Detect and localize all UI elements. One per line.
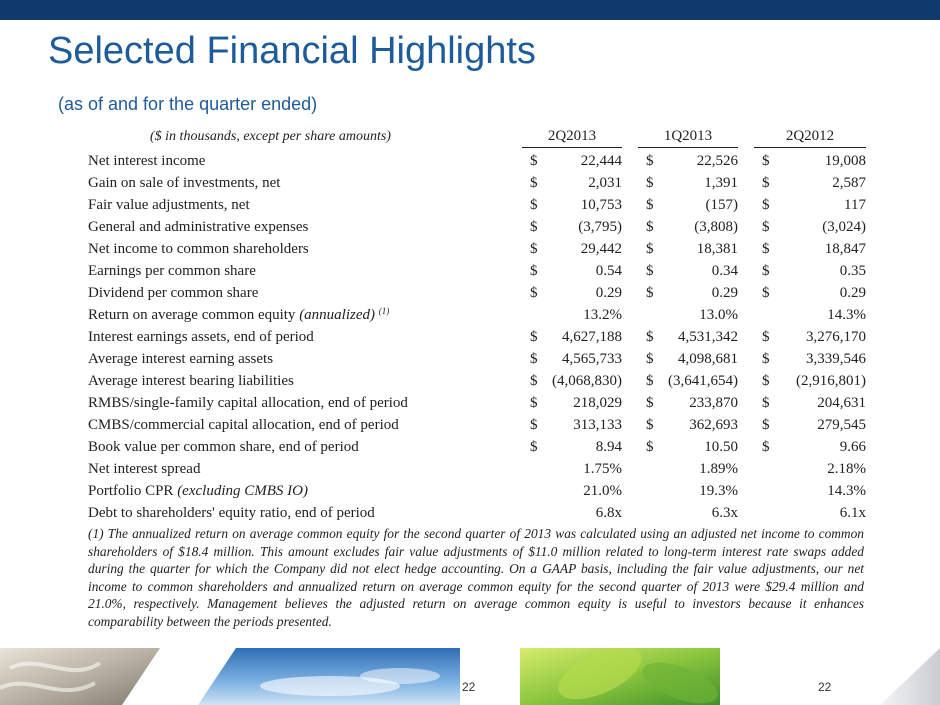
currency-symbol: $: [762, 417, 770, 433]
currency-symbol: $: [762, 219, 770, 235]
currency-symbol: $: [530, 153, 538, 169]
cell-value: 3,339,546: [806, 351, 866, 367]
currency-symbol: $: [762, 373, 770, 389]
cell-value: (3,795): [578, 219, 622, 235]
cell-value: 2,587: [832, 175, 866, 191]
cell-value: 4,098,681: [678, 351, 738, 367]
currency-symbol: $: [762, 329, 770, 345]
currency-symbol: $: [646, 329, 654, 345]
row-label: Earnings per common share: [88, 263, 256, 279]
row-label: Average interest earning assets: [88, 351, 274, 367]
cell-value: 4,627,188: [562, 329, 622, 345]
currency-symbol: $: [530, 373, 538, 389]
table-header: [86, 128, 866, 150]
cell-value: 117: [844, 197, 866, 213]
cell-value: 13.0%: [699, 307, 738, 323]
rope-image: [0, 648, 160, 705]
row-label: Interest earnings assets, end of period: [88, 329, 314, 345]
cell-value: 2.18%: [827, 461, 866, 477]
cell-value: 18,847: [824, 241, 866, 257]
cell-value: 233,870: [689, 395, 738, 411]
page-number-center: 22: [462, 680, 476, 694]
page-number-right: 22: [818, 680, 832, 694]
currency-symbol: $: [646, 417, 654, 433]
currency-symbol: $: [762, 351, 770, 367]
table-row: [86, 194, 866, 216]
cell-value: (157): [705, 197, 738, 213]
table-row: [86, 282, 866, 304]
currency-symbol: $: [530, 175, 538, 191]
footnote: (1) The annualized return on average common equity for the second quarter of 2013 was calculated using an adjusted net income to common shareholders of $18.4 million. This amount excludes fair value adjustments of $11.0 million related to long-term interest rate swaps added during the quarter for which the Company did not elect hedge accounting. On a GAAP basis, including the fair value adjustments, our net income to common shareholders and annualized return on average common equity for the second quarter of 2013 were $29.4 million and 21.0%, respectively. Management believes the adjusted return on average common equity is useful to investors because it enhances comparability between the periods presented.: [88, 526, 864, 629]
cell-value: 6.8x: [595, 505, 622, 521]
cell-value: 19,008: [824, 153, 866, 169]
currency-symbol: $: [762, 285, 770, 301]
row-label: Book value per common share, end of period: [88, 439, 359, 455]
row-label: General and administrative expenses: [88, 219, 309, 235]
cell-value: 14.3%: [827, 483, 866, 499]
cell-value: 10,753: [580, 197, 622, 213]
currency-symbol: $: [762, 395, 770, 411]
currency-symbol: $: [530, 219, 538, 235]
cell-value: 1.75%: [583, 461, 622, 477]
row-label: Net income to common shareholders: [88, 241, 309, 257]
cell-value: 2,031: [588, 175, 622, 191]
cell-value: 21.0%: [583, 483, 622, 499]
table-row: [86, 392, 866, 414]
currency-symbol: $: [762, 241, 770, 257]
cell-value: 1.89%: [699, 461, 738, 477]
column-header-1q2013: 1Q2013: [638, 128, 738, 148]
currency-symbol: $: [646, 373, 654, 389]
column-header-2q2012: 2Q2012: [754, 128, 866, 148]
top-bar: [0, 0, 940, 20]
cell-value: (2,916,801): [796, 373, 866, 389]
table-row: [86, 326, 866, 348]
row-label: Return on average common equity (annualized) $^{(1)}$: [88, 306, 390, 323]
currency-symbol: $: [646, 241, 654, 257]
cell-value: 9.66: [839, 439, 866, 455]
cell-value: (3,641,654): [668, 373, 738, 389]
cell-value: 29,442: [580, 241, 622, 257]
currency-symbol: $: [646, 153, 654, 169]
row-label: Average interest bearing liabilities: [88, 373, 294, 389]
row-label: Dividend per common share: [88, 285, 259, 301]
cell-value: 0.35: [839, 263, 866, 279]
grey-corner-shape: [880, 648, 940, 705]
cell-value: 19.3%: [699, 483, 738, 499]
cell-value: 1,391: [704, 175, 738, 191]
cell-value: 3,276,170: [806, 329, 866, 345]
footer-image-strip: [0, 648, 940, 705]
table-row: [86, 260, 866, 282]
table-row: [86, 502, 866, 524]
table-row: [86, 216, 866, 238]
table-row: [86, 172, 866, 194]
currency-symbol: $: [762, 439, 770, 455]
units-note: ($ in thousands, except per share amounts): [150, 129, 391, 144]
cell-value: 10.50: [704, 439, 738, 455]
row-label: Fair value adjustments, net: [88, 197, 250, 213]
table-row: [86, 458, 866, 480]
currency-symbol: $: [646, 219, 654, 235]
cell-value: 4,565,733: [562, 351, 622, 367]
table-body: [86, 150, 866, 524]
currency-symbol: $: [646, 175, 654, 191]
cell-value: 0.34: [711, 263, 738, 279]
cell-value: 0.54: [595, 263, 622, 279]
table-row: [86, 370, 866, 392]
cell-value: 6.3x: [711, 505, 738, 521]
cell-value: 8.94: [595, 439, 622, 455]
cell-value: (3,808): [694, 219, 738, 235]
currency-symbol: $: [646, 351, 654, 367]
currency-symbol: $: [530, 197, 538, 213]
table-row: [86, 238, 866, 260]
currency-symbol: $: [646, 439, 654, 455]
currency-symbol: $: [646, 395, 654, 411]
table-row: [86, 414, 866, 436]
row-label: Net interest income: [88, 153, 206, 169]
footer-decoration: [0, 648, 940, 705]
cell-value: 279,545: [817, 417, 866, 433]
cell-value: 313,133: [573, 417, 622, 433]
financial-table: [86, 128, 866, 524]
table-row: [86, 436, 866, 458]
column-header-2q2013: 2Q2013: [522, 128, 622, 148]
cell-value: 18,381: [696, 241, 738, 257]
row-label: Debt to shareholders' equity ratio, end of period: [88, 505, 375, 521]
cell-value: 204,631: [817, 395, 866, 411]
cell-value: 4,531,342: [678, 329, 738, 345]
currency-symbol: $: [762, 175, 770, 191]
currency-symbol: $: [646, 285, 654, 301]
currency-symbol: $: [762, 197, 770, 213]
page-subtitle: (as of and for the quarter ended): [58, 94, 318, 114]
currency-symbol: $: [646, 197, 654, 213]
currency-symbol: $: [530, 351, 538, 367]
cell-value: 218,029: [573, 395, 622, 411]
currency-symbol: $: [530, 263, 538, 279]
cell-value: (3,024): [822, 219, 866, 235]
row-label: RMBS/single-family capital allocation, end of period: [88, 395, 408, 411]
row-label: Gain on sale of investments, net: [88, 175, 281, 191]
cell-value: 22,444: [580, 153, 622, 169]
currency-symbol: $: [530, 395, 538, 411]
cell-value: 362,693: [689, 417, 738, 433]
row-label: Portfolio CPR (excluding CMBS IO): [88, 483, 308, 499]
table-row: [86, 348, 866, 370]
currency-symbol: $: [530, 417, 538, 433]
cell-value: 6.1x: [839, 505, 866, 521]
currency-symbol: $: [530, 439, 538, 455]
cell-value: 0.29: [595, 285, 622, 301]
cell-value: 14.3%: [827, 307, 866, 323]
currency-symbol: $: [762, 153, 770, 169]
currency-symbol: $: [530, 241, 538, 257]
currency-symbol: $: [530, 329, 538, 345]
row-label: Net interest spread: [88, 461, 201, 477]
currency-symbol: $: [646, 263, 654, 279]
cell-value: (4,068,830): [552, 373, 622, 389]
cell-value: 13.2%: [583, 307, 622, 323]
row-label: CMBS/commercial capital allocation, end of period: [88, 417, 399, 433]
page-title: Selected Financial Highlights: [48, 30, 536, 72]
table-row: [86, 150, 866, 172]
table-row: [86, 480, 866, 502]
currency-symbol: $: [530, 285, 538, 301]
cell-value: 0.29: [711, 285, 738, 301]
table-row: [86, 304, 866, 326]
currency-symbol: $: [762, 263, 770, 279]
cell-value: 0.29: [839, 285, 866, 301]
cell-value: 22,526: [696, 153, 738, 169]
